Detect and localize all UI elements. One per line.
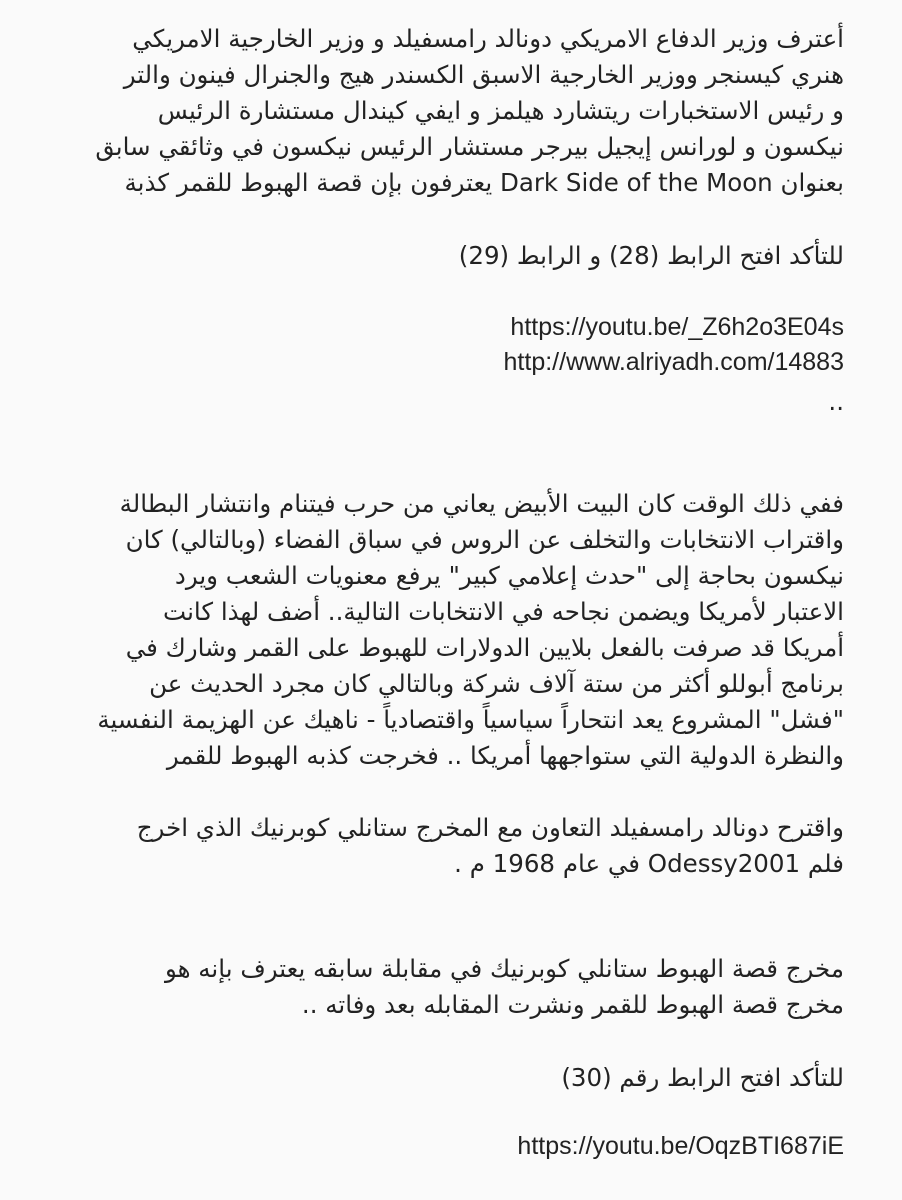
paragraph-3-line-1: واقترح دونالد رامسفيلد التعاون مع المخرج ستانلي كوبرنيك الذي اخرج bbox=[136, 813, 844, 842]
paragraph-4-line-1: مخرج قصة الهبوط ستانلي كوبرنيك في مقابلة سابقه يعترف بإنه هو bbox=[164, 954, 844, 983]
verify-links-28-29: للتأكد افتح الرابط (28) و الرابط (29) bbox=[458, 241, 844, 270]
link-30-line bbox=[54, 1129, 844, 1163]
paragraph-1-line-3: و رئيس الاستخبارات ريتشارد هيلمز و ايفي كيندال مستشارة الرئيس bbox=[157, 96, 844, 125]
ellipsis-line bbox=[54, 385, 844, 419]
paragraph-1-line-2: هنري كيسنجر ووزير الخارجية الاسبق الكسندر هيج والجنرال فينون والتر bbox=[123, 60, 844, 89]
paragraph-2-line-8: والنظرة الدولية التي ستواجهها أمريكا .. فخرجت كذبه الهبوط للقمر bbox=[166, 741, 844, 770]
link-28-line bbox=[54, 310, 844, 344]
ellipsis-text: .. bbox=[828, 387, 844, 416]
link-29-line bbox=[54, 345, 844, 379]
paragraph-2-line-6: برنامج أبوللو أكثر من ستة آلاف شركة وبالتالي كان مجرد الحديث عن bbox=[149, 669, 844, 698]
link-29[interactable]: http://www.alriyadh.com/14883 bbox=[503, 348, 844, 376]
paragraph-4-line-2: مخرج قصة الهبوط للقمر ونشرت المقابله بعد وفاته .. bbox=[301, 990, 844, 1019]
link-30[interactable]: https://youtu.be/OqzBTI687iE bbox=[517, 1132, 844, 1160]
paragraph-1-line-4: نيكسون و لورانس إيجيل بيرجر مستشار الرئيس نيكسون في وثائقي سابق bbox=[95, 132, 844, 161]
paragraph-1-line-1: أعترف وزير الدفاع الامريكي دونالد رامسفيلد و وزير الخارجية الامريكي bbox=[132, 24, 844, 53]
paragraph-2-line-1: ففي ذلك الوقت كان البيت الأبيض يعاني من حرب فيتنام وانتشار البطالة bbox=[119, 489, 844, 518]
paragraph-3-line-2: فلم Odessy2001 في عام 1968 م . bbox=[454, 849, 844, 878]
paragraph-1-line-5: بعنوان Dark Side of the Moon يعترفون بإن قصة الهبوط للقمر كذبة bbox=[124, 168, 844, 197]
paragraph-2-line-5: أمريكا قد صرفت بالفعل بلايين الدولارات للهبوط على القمر وشارك في bbox=[125, 633, 844, 662]
paragraph-2-line-2: واقتراب الانتخابات والتخلف عن الروس في سباق الفضاء (وبالتالي) كان bbox=[125, 525, 844, 554]
paragraph-2-line-7: "فشل" المشروع يعد انتحاراً سياسياً واقتصادياً - ناهيك عن الهزيمة النفسية bbox=[97, 705, 844, 734]
paragraph-2-line-3: نيكسون بحاجة إلى "حدث إعلامي كبير" يرفع معنويات الشعب ويرد bbox=[174, 561, 844, 590]
link-28[interactable]: https://youtu.be/_Z6h2o3E04s bbox=[510, 313, 844, 341]
verify-link-30: للتأكد افتح الرابط رقم (30) bbox=[561, 1063, 844, 1092]
paragraph-2-line-4: الاعتبار لأمريكا ويضمن نجاحه في الانتخابات التالية.. أضف لهذا كانت bbox=[163, 597, 844, 626]
